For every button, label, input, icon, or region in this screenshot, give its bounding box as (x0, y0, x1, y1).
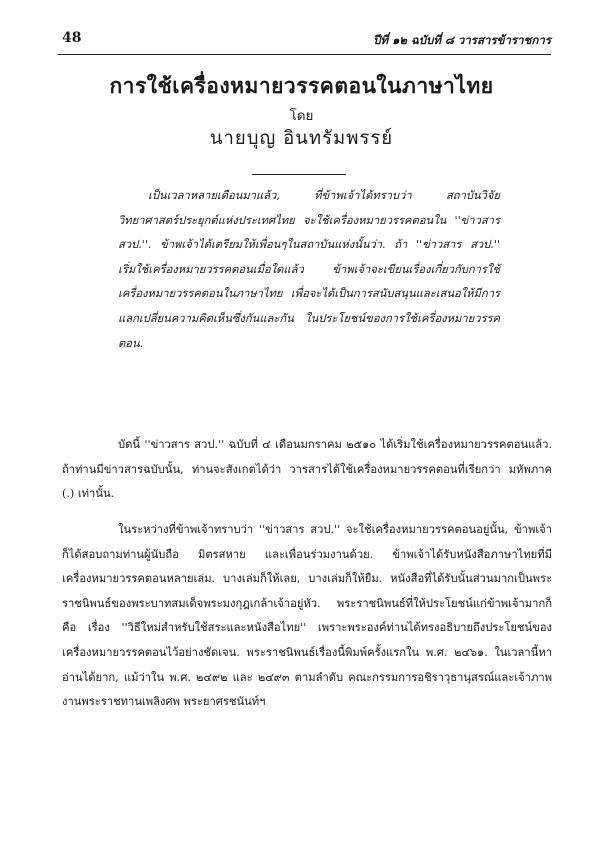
author-name: นายบุญ อินทรัมพรรย์ (209, 128, 394, 149)
header-rule (58, 54, 551, 55)
article-title: การใช้เครื่องหมายวรรคตอนในภาษาไทย (109, 73, 494, 98)
body-paragraph-2: ในระหว่างที่ข้าพเจ้าทราบว่า ''ข่าวสาร สวป.'' จะใช้เครื่องหมายวรรคตอนอยู่นั้น, ข้าพเจ้าก็ได้สอบถามท่านผู้นับถือ มิตรสหาย และเพื่อนร่วมงานด้วย. ข้าพเจ้าได้รับหนังสือภาษาไทยที่มีเครื่องหมายวรรคตอนหลายเล่ม. บางเล่มก็ให้เลย, บางเล่มก็ให้ยืม. หนังสือที่ได้รับนั้นส่วนมากเป็นพระราชนิพนธ์ของพระบาทสมเด็จพระมงกุฎเกล้าเจ้าอยู่หัว. พระราชนิพนธ์ที่ให้ประโยชน์แก่ข้าพเจ้ามากก็คือ เรื่อง ''วิธีใหม่สำหรับใช้สระและหนังสือไทย'' เพราะพระองค์ท่านได้ทรงอธิบายถึงประโยชน์ของเครื่องหมายวรรคตอนไว้อย่างชัดเจน. พระราชนิพนธ์เรื่องนี้พิมพ์ครั้งแรกใน พ.ศ. ๒๔๖๑. ในเวลานี้หาอ่านได้ยาก, แม้ว่าใน พ.ศ. ๒๔๙๒ และ ๒๔๙๓ ตามลำดับ คณะกรรมการอชิราวุธานุสรณ์และเจ้าภาพงานพระราชทานเพลิงศพ พระยาศรชนันท์ฯ (62, 523, 552, 709)
body-paragraph-1: บัดนี้ ''ข่าวสาร สวป.'' ฉบับที่ ๔ เดือนมกราคม ๒๕๑๐ ได้เริ่มใช้เครื่องหมายวรรคตอนแล้ว. ถ้าท่านมีข่าวสารฉบับนั้น, ท่านจะสังเกตได้ว่า วารสารได้ใช้เครื่องหมายวรรคตอนที่เรียกว่า มหัพภาค (.) เท่านั้น. (62, 438, 552, 501)
page-number: 48 (62, 30, 82, 46)
running-header: ปีที่ ๑๒ ฉบับที่ ๘ วารสารข้าราชการ (373, 33, 551, 47)
separator-rule (252, 174, 346, 175)
byline: โดย (289, 108, 314, 124)
abstract-paragraph: เป็นเวลาหลายเดือนมาแล้ว, ที่ข้าพเจ้าได้ทราบว่า สถาบันวิจัยวิทยาศาสตร์ประยุกต์แห่งประเทศไทย จะใช้เครื่องหมายวรรคตอนใน ''ข่าวสาร สวป.''. ข้าพเจ้าได้เตรียมให้เพื่อนๆในสถาบันแห่งนั้นว่า. ถ้า ''ข่าวสาร สวป.'' เริ่มใช้เครื่องหมายวรรคตอนเมื่อใดแล้ว ข้าพเจ้าจะเขียนเรื่องเกี่ยวกับการใช้เครื่องหมายวรรคตอนในภาษาไทย เพื่อจะได้เป็นการสนับสนุนและเสนอให้มีการแลกเปลี่ยนความคิดเห็นซึ่งกันและกัน ในประโยชน์ของการใช้เครื่องหมายวรรคตอน. (118, 189, 500, 350)
